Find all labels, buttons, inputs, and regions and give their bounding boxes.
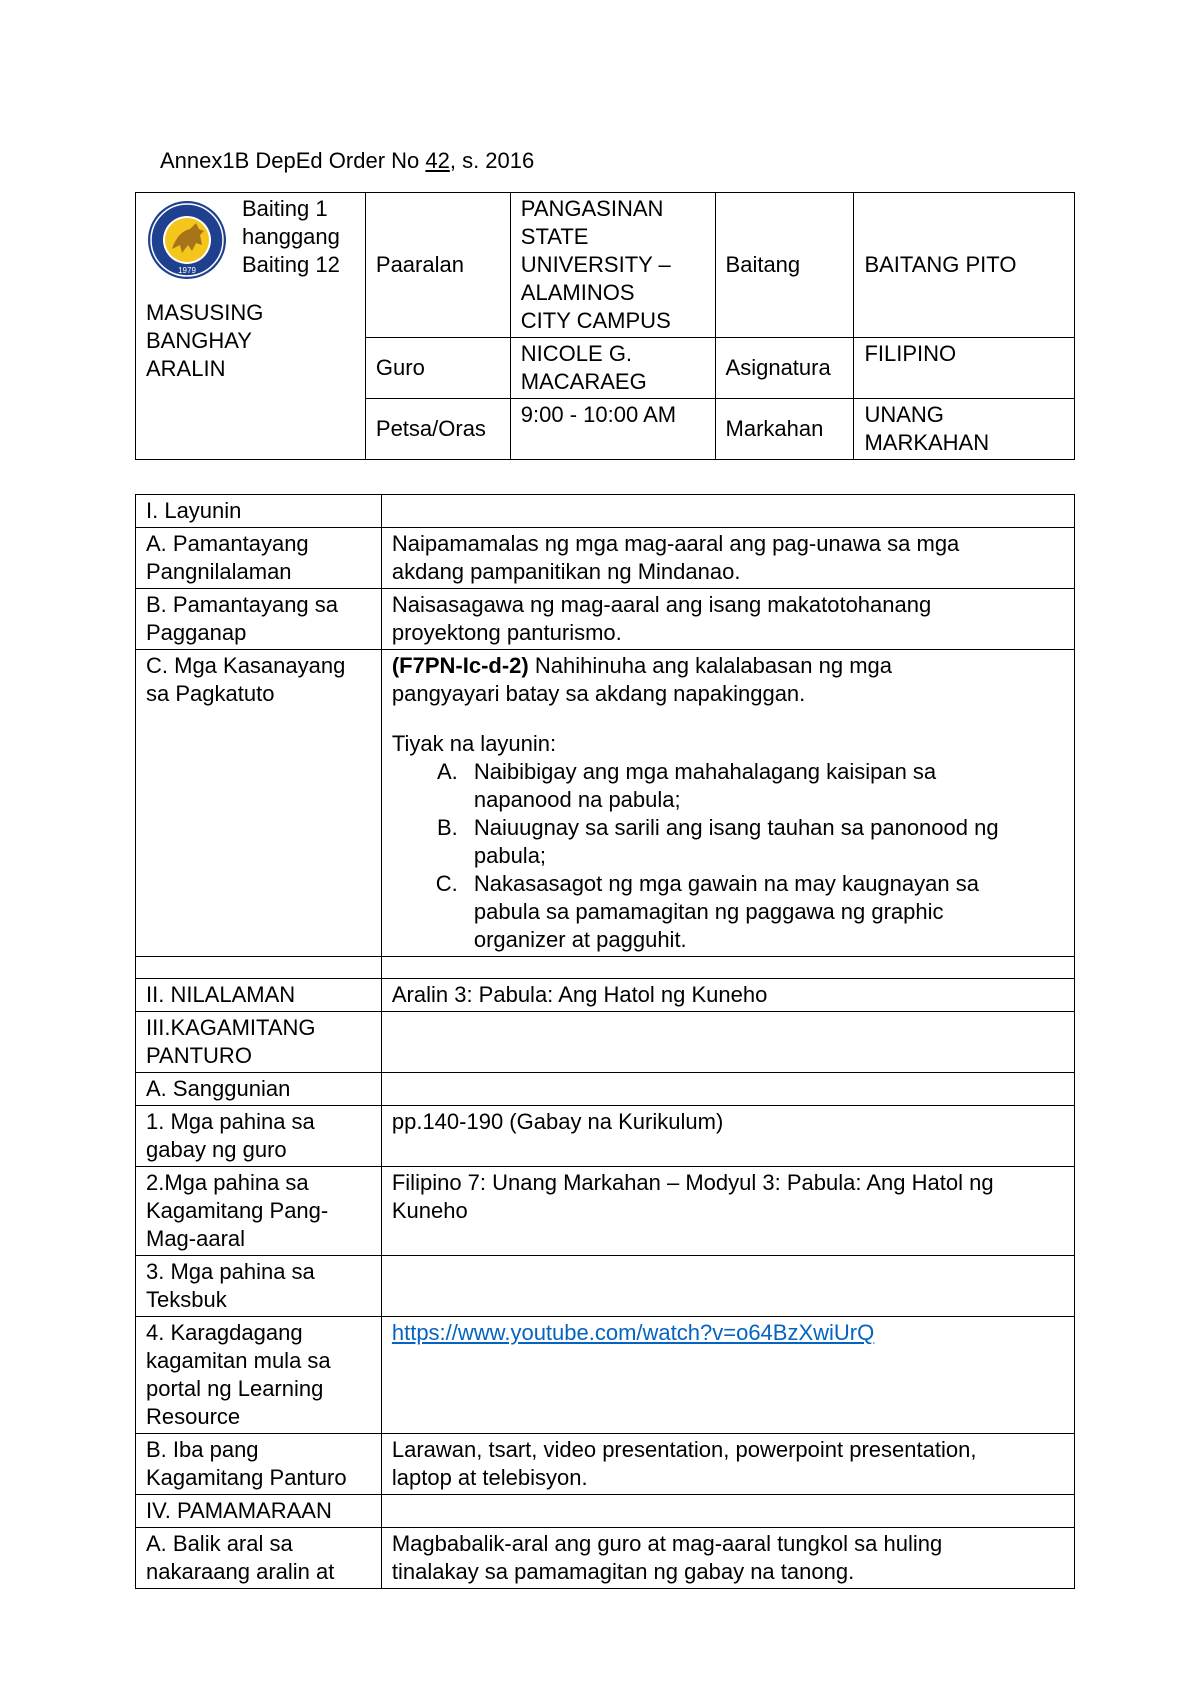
review-value <box>381 1528 1074 1589</box>
specific-objectives-heading: Tiyak na layunin: <box>391 731 557 756</box>
learner-materials-value <box>381 1167 1074 1256</box>
label-line: Kagamitang Panturo <box>146 1465 347 1490</box>
procedure-heading: IV. PAMAMARAAN <box>136 1495 382 1528</box>
label-line: 2.Mga pahina sa <box>146 1170 309 1195</box>
label-line: Pangnilalaman <box>146 559 292 584</box>
objective-line: pabula sa pamamagitan ng paggawa ng graphic <box>473 899 944 924</box>
value-line: Filipino 7: Unang Markahan – Modyul 3: Pabula: Ang Hatol ng <box>391 1170 994 1195</box>
date-value: 9:00 - 10:00 AM <box>510 399 715 460</box>
table-row <box>136 1167 1075 1256</box>
other-materials-value <box>381 1434 1074 1495</box>
references-heading: A. Sanggunian <box>136 1073 382 1106</box>
empty-cell <box>381 1073 1074 1106</box>
quarter-value-line: MARKAHAN <box>864 430 990 455</box>
seal-year: 1979 <box>178 266 196 275</box>
table-row <box>136 528 1075 589</box>
label-line: B. Iba pang <box>146 1437 259 1462</box>
school-value-line: ALAMINOS <box>520 280 635 305</box>
annex-prefix: Annex1B DepEd Order No <box>160 148 426 173</box>
label-line: 4. Karagdagang <box>146 1320 303 1345</box>
label-line: portal ng Learning <box>146 1376 324 1401</box>
school-value-line: CITY CAMPUS <box>520 308 671 333</box>
learner-materials-label <box>136 1167 382 1256</box>
objectives-heading: I. Layunin <box>136 495 382 528</box>
performance-standard-label <box>136 589 382 650</box>
label-line: gabay ng guro <box>146 1137 287 1162</box>
school-value <box>510 193 715 338</box>
table-row <box>136 1256 1075 1317</box>
empty-cell <box>381 1495 1074 1528</box>
school-label: Paaralan <box>365 193 510 338</box>
performance-standard-value <box>381 589 1074 650</box>
quarter-value-line: UNANG <box>864 402 944 427</box>
objective-line: C. Nakasasagot ng mga gawain na may kaugnayan sa <box>473 871 979 896</box>
teacher-value-line: MACARAEG <box>520 369 647 394</box>
content-standard-label <box>136 528 382 589</box>
value-line: Larawan, tsart, video presentation, powerpoint presentation, <box>391 1437 977 1462</box>
value-line: laptop at telebisyon. <box>391 1465 588 1490</box>
value-line: Naisasagawa ng mag-aaral ang isang makatotohanang <box>391 592 932 617</box>
school-value-line: STATE <box>520 224 589 249</box>
textbook-label <box>136 1256 382 1317</box>
quarter-label: Markahan <box>715 399 854 460</box>
teacher-value <box>510 338 715 399</box>
label-line: B. Pamantayang sa <box>146 592 339 617</box>
teacher-guide-label <box>136 1106 382 1167</box>
annex-reference <box>160 147 534 175</box>
table-row <box>136 1528 1075 1589</box>
header-table <box>135 192 1075 460</box>
label-line: Mag-aaral <box>146 1226 246 1251</box>
subject-label: Asignatura <box>715 338 854 399</box>
objective-line: pabula; <box>473 843 547 868</box>
label-line: PANTURO <box>146 1043 252 1068</box>
label-line: 3. Mga pahina sa <box>146 1259 315 1284</box>
list-item <box>464 870 1064 954</box>
label-line: 1. Mga pahina sa <box>146 1109 315 1134</box>
label-line: Kagamitang Pang- <box>146 1198 329 1223</box>
label-line: A. Pamantayang <box>146 531 309 556</box>
table-row <box>136 957 1075 979</box>
annex-suffix: , s. 2016 <box>449 148 535 173</box>
school-value-line: UNIVERSITY – <box>520 252 671 277</box>
date-label: Petsa/Oras <box>365 399 510 460</box>
grade-label: Baitang <box>715 193 854 338</box>
other-materials-label <box>136 1434 382 1495</box>
grade-range-line: hanggang <box>242 224 340 249</box>
table-row <box>136 650 1075 957</box>
table-row <box>136 1012 1075 1073</box>
label-line: kagamitan mula sa <box>146 1348 331 1373</box>
value-line: akdang pampanitikan ng Mindanao. <box>391 559 741 584</box>
plan-title-line: MASUSING <box>146 300 264 325</box>
competencies-label <box>136 650 382 957</box>
grade-range-line: Baiting 12 <box>242 252 340 277</box>
table-row <box>136 1073 1075 1106</box>
objective-line: napanood na pabula; <box>473 787 681 812</box>
teacher-label: Guro <box>365 338 510 399</box>
competency-code: (F7PN-Ic-d-2) <box>391 653 529 678</box>
table-row <box>136 1106 1075 1167</box>
label-line: sa Pagkatuto <box>146 681 275 706</box>
materials-heading <box>136 1012 382 1073</box>
plan-title <box>146 299 355 383</box>
objective-line: organizer at pagguhit. <box>473 927 687 952</box>
empty-cell <box>381 495 1074 528</box>
empty-cell <box>381 1012 1074 1073</box>
competencies-value <box>381 650 1074 957</box>
list-item <box>464 814 1064 870</box>
label-line: Resource <box>146 1404 241 1429</box>
table-row <box>136 1434 1075 1495</box>
grade-range <box>242 195 340 279</box>
teacher-value-line: NICOLE G. <box>520 341 633 366</box>
empty-cell <box>381 957 1074 979</box>
content-value: Aralin 3: Pabula: Ang Hatol ng Kuneho <box>381 979 1074 1012</box>
table-row <box>136 1317 1075 1434</box>
grade-value: BAITANG PITO <box>854 193 1075 338</box>
list-item <box>464 758 1064 814</box>
table-row <box>136 589 1075 650</box>
header-title-cell <box>136 193 366 460</box>
content-heading: II. NILALAMAN <box>136 979 382 1012</box>
competency-text: pangyayari batay sa akdang napakinggan. <box>391 681 806 706</box>
label-line: Pagganap <box>146 620 247 645</box>
lesson-plan-table <box>135 494 1075 1589</box>
table-row <box>136 1495 1075 1528</box>
label-line: C. Mga Kasanayang <box>146 653 346 678</box>
label-line: A. Balik aral sa <box>146 1531 293 1556</box>
content-standard-value <box>381 528 1074 589</box>
value-line: Kuneho <box>391 1198 468 1223</box>
value-line: proyektong panturismo. <box>391 620 622 645</box>
university-seal-icon <box>146 199 228 281</box>
annex-order-number: 42 <box>425 148 450 173</box>
additional-resources-value <box>381 1317 1074 1434</box>
plan-title-line: BANGHAY <box>146 328 252 353</box>
objective-line: A. Naibibigay ang mga mahahalagang kaisipan sa <box>473 759 937 784</box>
teacher-guide-value: pp.140-190 (Gabay na Kurikulum) <box>381 1106 1074 1167</box>
objective-line: B. Naiuugnay sa sarili ang isang tauhan sa panonood ng <box>473 815 999 840</box>
value-line: tinalakay sa pamamagitan ng gabay na tanong. <box>391 1559 855 1584</box>
table-row <box>136 979 1075 1012</box>
label-line: nakaraang aralin at <box>146 1559 335 1584</box>
value-line: Naipamamalas ng mga mag-aaral ang pag-unawa sa mga <box>391 531 960 556</box>
label-line: III.KAGAMITANG <box>146 1015 316 1040</box>
table-row <box>136 495 1075 528</box>
plan-title-line: ARALIN <box>146 356 226 381</box>
label-line: Teksbuk <box>146 1287 227 1312</box>
school-value-line: PANGASINAN <box>520 196 664 221</box>
quarter-value <box>854 399 1075 460</box>
review-label <box>136 1528 382 1589</box>
empty-cell <box>136 957 382 979</box>
value-line: Magbabalik-aral ang guro at mag-aaral tungkol sa huling <box>391 1531 943 1556</box>
grade-range-line: Baiting 1 <box>242 196 328 221</box>
additional-resources-label <box>136 1317 382 1434</box>
subject-value: FILIPINO <box>854 338 1075 399</box>
empty-cell <box>381 1256 1074 1317</box>
competency-text: Nahihinuha ang kalalabasan ng mga <box>528 653 893 678</box>
specific-objectives-list <box>392 758 1064 954</box>
youtube-link[interactable]: https://www.youtube.com/watch?v=o64BzXwiUrQ <box>391 1320 875 1345</box>
